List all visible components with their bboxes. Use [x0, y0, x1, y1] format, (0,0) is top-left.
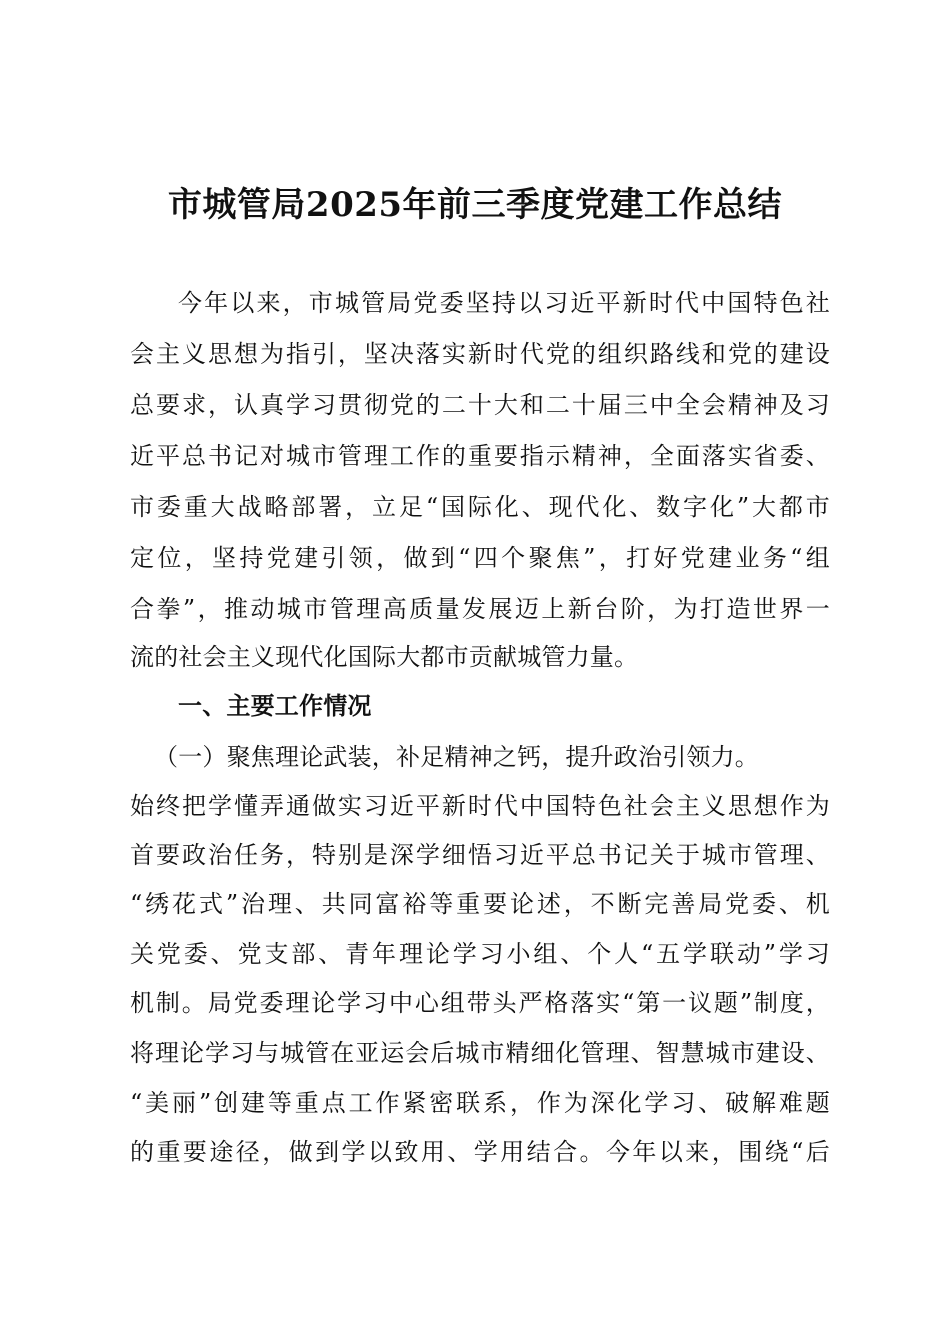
intro-line: 会主义思想为指引，坚决落实新时代党的组织路线和党的建设: [130, 340, 830, 368]
body-line: 将理论学习与城管在亚运会后城市精细化管理、智慧城市建设、: [130, 1039, 830, 1067]
body-line: 的重要途径，做到学以致用、学用结合。今年以来，围绕“后: [130, 1138, 830, 1166]
intro-line: 近平总书记对城市管理工作的重要指示精神，全面落实省委、: [130, 442, 830, 470]
body-line: 首要政治任务，特别是深学细悟习近平总书记关于城市管理、: [130, 841, 830, 869]
intro-line: 合拳”，推动城市管理高质量发展迈上新台阶，为打造世界一: [130, 595, 830, 623]
section-heading: 一、主要工作情况: [178, 692, 372, 720]
body-line: 机制。局党委理论学习中心组带头严格落实“第一议题”制度，: [130, 989, 830, 1017]
intro-line: 定位，坚持党建引领，做到“四个聚焦”，打好党建业务“组: [130, 544, 830, 572]
intro-line: 流的社会主义现代化国际大都市贡献城管力量。: [130, 643, 639, 671]
intro-line: 市委重大战略部署，立足“国际化、现代化、数字化”大都市: [130, 493, 830, 521]
intro-line: 今年以来，市城管局党委坚持以习近平新时代中国特色社: [178, 289, 830, 317]
body-line: “绣花式”治理、共同富裕等重要论述，不断完善局党委、机: [130, 890, 830, 918]
body-line: 关党委、党支部、青年理论学习小组、个人“五学联动”学习: [130, 940, 830, 968]
document-title: 市城管局2025年前三季度党建工作总结: [167, 185, 783, 225]
body-line: “美丽”创建等重点工作紧密联系，作为深化学习、破解难题: [130, 1089, 830, 1117]
intro-line: 总要求，认真学习贯彻党的二十大和二十届三中全会精神及习: [130, 391, 830, 419]
subsection-heading: （一）聚焦理论武装，补足精神之钙，提升政治引领力。: [154, 743, 759, 771]
body-line: 始终把学懂弄通做实习近平新时代中国特色社会主义思想作为: [130, 792, 830, 820]
